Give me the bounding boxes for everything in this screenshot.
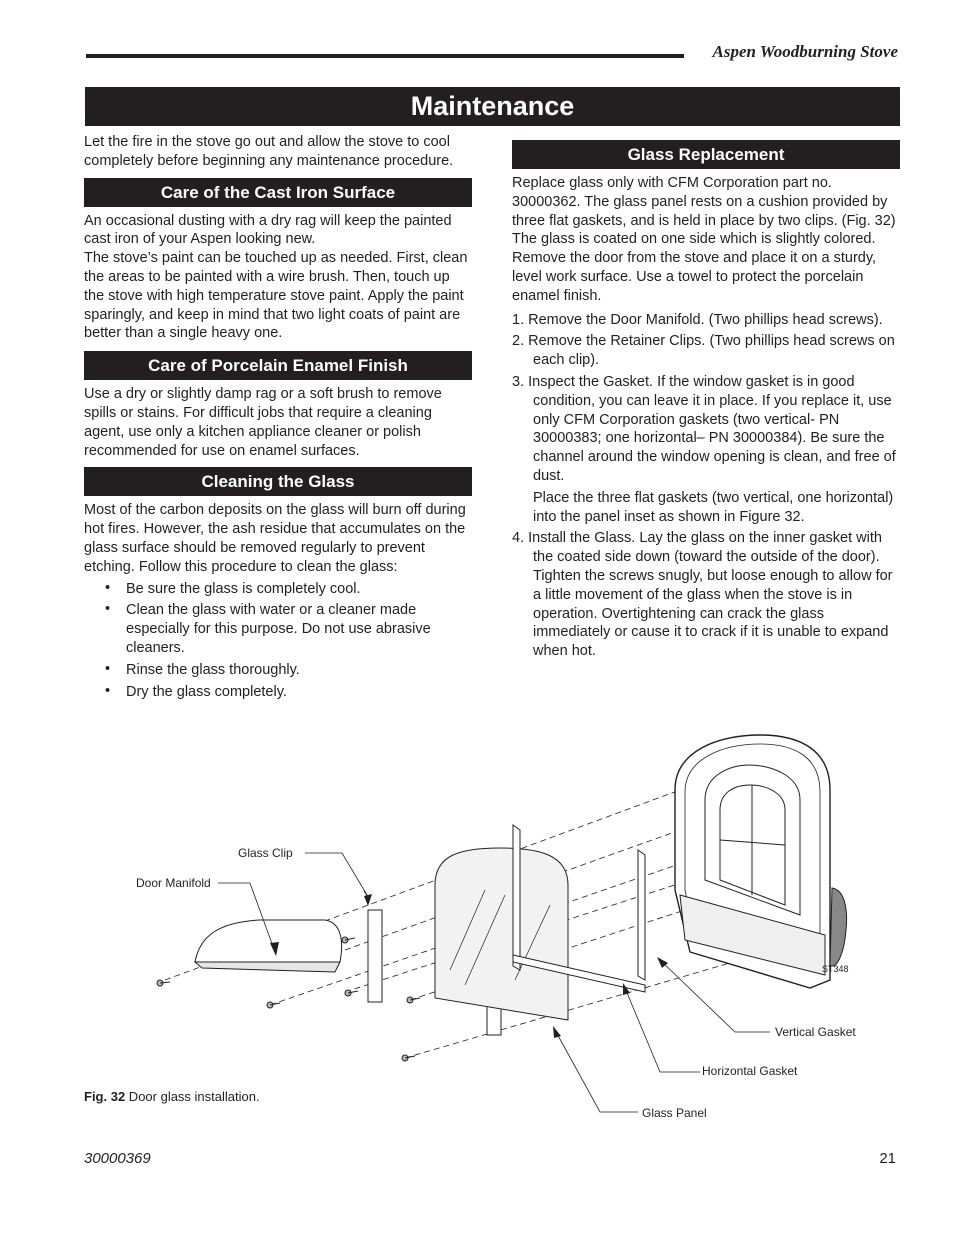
- cleaning-para: Most of the carbon deposits on the glass will burn off during hot fires. However, the ash residue that accumulates on the glass surface should be removed regularly to prevent etching. Follow this procedure to clean the glass:: [84, 502, 466, 575]
- list-item: 2. Remove the Retainer Clips. (Two phillips head screws on each clip).: [512, 333, 895, 369]
- cleaning-heading: Cleaning the Glass: [84, 467, 472, 496]
- glass-replacement-heading: Glass Replacement: [512, 140, 900, 169]
- cast-iron-para-1: An occasional dusting with a dry rag will keep the painted cast iron of your Aspen looking new.: [84, 212, 452, 248]
- glass-replacement-intro: Replace glass only with CFM Corporation part no. 30000362. The glass panel rests on a cushion provided by three flat gaskets, and is held in place by two clips. (Fig. 32) The glass is coated on one side which is slightly colored. Remove the door from the stove and place it on a sturdy, level work surface. Use a towel to protect the porcelain enamel finish.: [512, 175, 896, 304]
- intro-paragraph: Let the fire in the stove go out and allow the stove to cool completely before beginning any maintenance procedure.: [84, 134, 454, 169]
- glass-replacement-steps: [512, 311, 900, 486]
- door-glass-illustration: [120, 730, 920, 1130]
- cast-iron-para-2: The stove’s paint can be touched up as needed. First, clean the areas to be painted with a wire brush. Then, touch up the stove with high temperature stove paint. Apply the paint sparingly, and keep in mind that two light coats of paint are better than a single heavy one.: [84, 250, 468, 342]
- step-3-subparagraph: Place the three flat gaskets (two vertical, one horizontal) into the panel inset as shown in Figure 32.: [533, 489, 894, 525]
- vertical-gasket-2: [638, 850, 645, 980]
- glass-panel-part: [435, 848, 568, 1020]
- left-column: [84, 133, 472, 704]
- door-manifold-part: [195, 920, 342, 962]
- figure-caption: [84, 1089, 260, 1104]
- porcelain-para: Use a dry or slightly damp rag or a soft brush to remove spills or stains. For difficult jobs that require a cleaning agent, use only a kitchen appliance cleaner or polish recommended for use on enamel surfaces.: [84, 386, 442, 459]
- footer-part-number: 30000369: [84, 1150, 151, 1167]
- porcelain-heading: Care of Porcelain Enamel Finish: [84, 351, 472, 380]
- footer-page-number: 21: [879, 1150, 896, 1167]
- glass-panel-label: Glass Panel: [642, 1106, 707, 1120]
- door-glass-figure: [120, 730, 920, 1130]
- cleaning-steps-list: [84, 580, 472, 702]
- vertical-gasket-label: Vertical Gasket: [775, 1025, 856, 1039]
- horizontal-gasket-label: Horizontal Gasket: [702, 1064, 798, 1078]
- page-title: Maintenance: [85, 87, 900, 126]
- figure-code-label: ST348: [822, 964, 849, 974]
- list-item: 3. Inspect the Gasket. If the window gasket is in good condition, you can leave it in place. If you replace it, use only CFM Corporation gaskets (two vertical- PN 30000383; one horizontal– PN 30000384). Be sure the channel around the window opening is clean, and free of dust.: [512, 373, 896, 484]
- list-item: • Dry the glass completely.: [126, 683, 472, 702]
- figure-caption-text: Door glass installation.: [125, 1089, 260, 1104]
- vertical-gasket-1: [513, 825, 520, 970]
- cast-iron-heading: Care of the Cast Iron Surface: [84, 178, 472, 207]
- right-column: [512, 140, 900, 664]
- list-item: 1. Remove the Door Manifold. (Two phillips head screws).: [512, 311, 883, 328]
- door-manifold-label: Door Manifold: [136, 876, 211, 890]
- glass-replacement-steps-cont: [512, 529, 900, 661]
- list-item: • Clean the glass with water or a cleaner made especially for this purpose. Do not use abrasive cleaners.: [126, 601, 472, 657]
- glass-clip-left: [368, 910, 382, 1002]
- list-item: • Be sure the glass is completely cool.: [126, 580, 472, 599]
- glass-clip-label: Glass Clip: [238, 846, 293, 860]
- list-item: • Rinse the glass thoroughly.: [126, 661, 472, 680]
- list-item: 4. Install the Glass. Lay the glass on the inner gasket with the coated side down (toward the outside of the door). Tighten the screws snugly, but loose enough to allow for a little movement of the glass when the stove is in operation. Overtightening can crack the glass immediately or cause it to crack if it is unable to expand when hot.: [512, 530, 893, 660]
- brand-title: Aspen Woodburning Stove: [712, 42, 898, 61]
- figure-caption-label: Fig. 32: [84, 1089, 126, 1104]
- header-rule: [86, 54, 684, 58]
